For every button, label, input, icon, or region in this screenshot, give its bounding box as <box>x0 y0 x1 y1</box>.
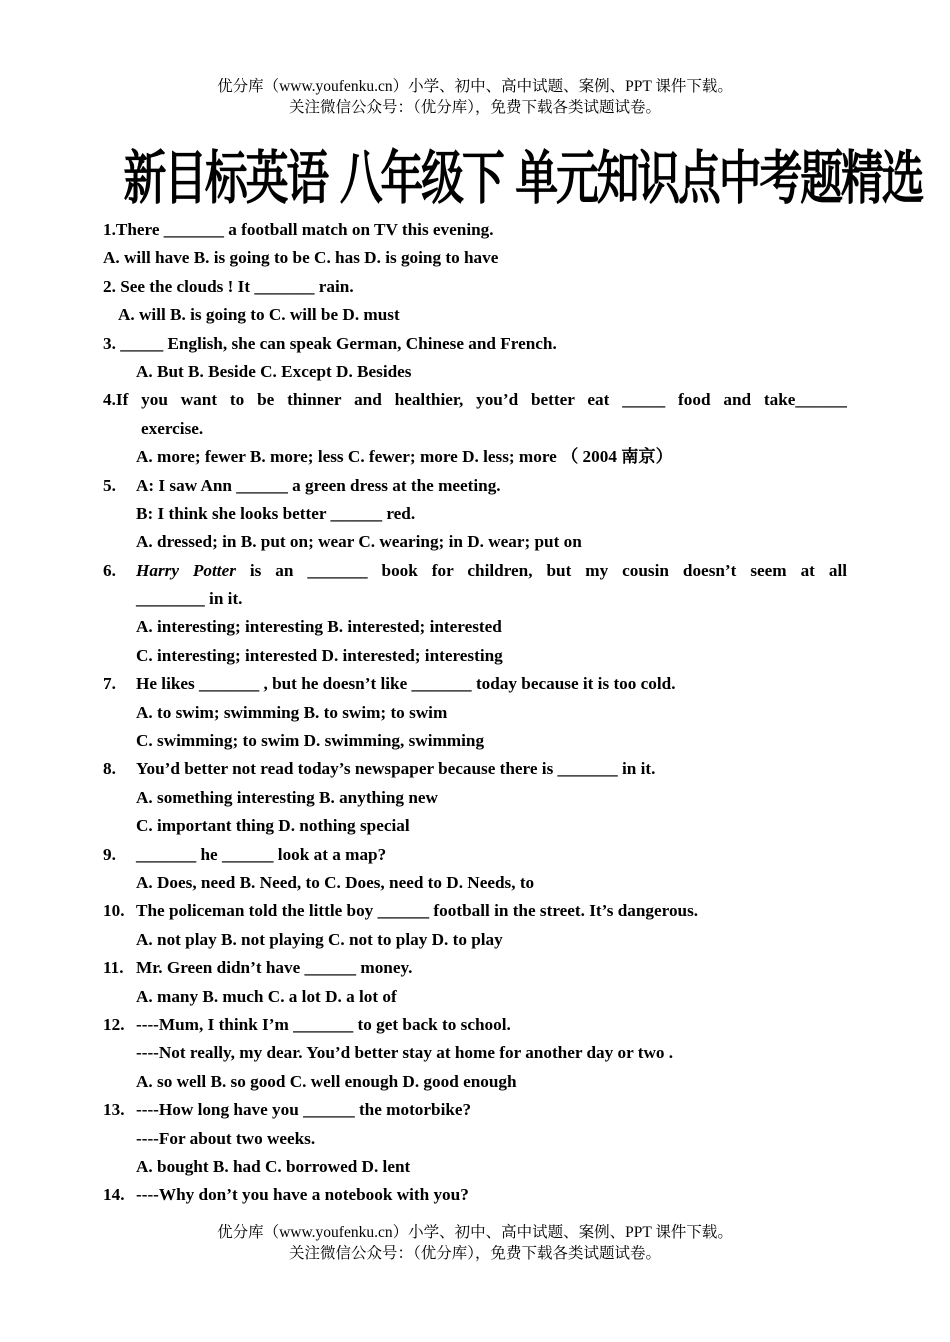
question-stem-continued: ----For about two weeks. <box>136 1128 316 1148</box>
page-footer <box>0 1222 950 1264</box>
question-number: 10. <box>103 901 125 921</box>
question-stem <box>103 1181 847 1209</box>
question-stem: 3. _____ English, she can speak German, Chinese and French. <box>103 333 557 353</box>
question-options: C. swimming; to swim D. swimming, swimming <box>136 731 485 751</box>
question-stem <box>103 1096 847 1124</box>
question-text: The policeman told the little boy ______ football in the street. It’s dangerous. <box>136 901 699 921</box>
question-options: A. many B. much C. a lot D. a lot of <box>136 986 397 1006</box>
question-text: ----Mum, I think I’m _______ to get back to school. <box>136 1014 511 1034</box>
question-number: 13. <box>103 1100 125 1120</box>
question-text: is an _______ book for children, but my cousin doesn’t seem at all <box>235 560 847 580</box>
question-stem-continued: ________ in it. <box>136 589 243 609</box>
question-number: 12. <box>103 1014 125 1034</box>
question-options: A. interesting; interesting B. interested; interested <box>136 617 502 637</box>
question-options: A. more; fewer B. more; less C. fewer; more D. less; more （ 2004 南京） <box>136 447 673 467</box>
question-options: A. will have B. is going to be C. has D. is going to have <box>103 248 499 268</box>
question-number: 8. <box>103 759 116 779</box>
question-stem <box>103 954 847 982</box>
question-options: A. Does, need B. Need, to C. Does, need to D. Needs, to <box>136 872 535 892</box>
question-options: C. important thing D. nothing special <box>136 816 410 836</box>
question-stem: 4.If you want to be thinner and healthier, you’d better eat _____ food and take______ <box>103 390 847 410</box>
question-text: _______ he ______ look at a map? <box>136 844 387 864</box>
footer-line-1: 优分库（www.youfenku.cn）小学、初中、高中试题、案例、PPT 课件下载。 <box>217 1224 733 1241</box>
question-stem <box>103 841 847 869</box>
question-options: A. to swim; swimming B. to swim; to swim <box>136 702 448 722</box>
question-number: 11. <box>103 958 124 978</box>
question-number: 9. <box>103 844 116 864</box>
header-line-2: 关注微信公众号：（优分库），免费下载各类试题试卷。 <box>288 99 661 116</box>
question-stem-continued: B: I think she looks better ______ red. <box>136 503 416 523</box>
question-number: 14. <box>103 1185 125 1205</box>
question-options: A. will B. is going to C. will be D. must <box>118 305 400 325</box>
question-stem-continued: exercise. <box>141 418 204 438</box>
question-text: A: I saw Ann ______ a green dress at the meeting. <box>136 475 501 495</box>
question-options: A. But B. Beside C. Except D. Besides <box>136 361 412 381</box>
question-stem: 2. See the clouds ! It _______ rain. <box>103 276 354 296</box>
book-title: Harry Potter <box>136 560 236 580</box>
question-options: A. dressed; in B. put on; wear C. wearing; in D. wear; put on <box>136 532 582 552</box>
page-header <box>0 76 950 118</box>
question-stem <box>103 557 847 585</box>
question-options: A. something interesting B. anything new <box>136 787 438 807</box>
question-options: A. bought B. had C. borrowed D. lent <box>136 1156 411 1176</box>
question-stem <box>103 472 847 500</box>
question-stem <box>103 670 847 698</box>
question-options: A. not play B. not playing C. not to play D. to play <box>136 929 503 949</box>
question-stem <box>103 1011 847 1039</box>
question-options: C. interesting; interested D. interested; interesting <box>136 645 503 665</box>
question-text: ----How long have you ______ the motorbike? <box>136 1100 472 1120</box>
question-options: A. so well B. so good C. well enough D. good enough <box>136 1071 517 1091</box>
question-stem: 1.There _______ a football match on TV this evening. <box>103 220 494 239</box>
question-text: You’d better not read today’s newspaper because there is _______ in it. <box>136 759 656 779</box>
question-stem <box>103 755 847 783</box>
question-text: ----Why don’t you have a notebook with you? <box>136 1185 469 1205</box>
page-title: 新目标英语 八年级下 单元知识点中考题精选 <box>123 144 923 212</box>
footer-line-2: 关注微信公众号：（优分库），免费下载各类试题试卷。 <box>288 1245 661 1262</box>
question-text: Mr. Green didn’t have ______ money. <box>136 958 413 978</box>
question-list <box>103 216 847 1210</box>
question-number: 5. <box>103 475 116 495</box>
question-stem <box>103 897 847 925</box>
header-line-1: 优分库（www.youfenku.cn）小学、初中、高中试题、案例、PPT 课件下载。 <box>217 78 733 95</box>
question-number: 7. <box>103 674 116 694</box>
question-number: 6. <box>103 560 116 580</box>
question-stem-continued: ----Not really, my dear. You’d better stay at home for another day or two . <box>136 1043 674 1063</box>
question-text: He likes _______ , but he doesn’t like _______ today because it is too cold. <box>136 674 676 694</box>
